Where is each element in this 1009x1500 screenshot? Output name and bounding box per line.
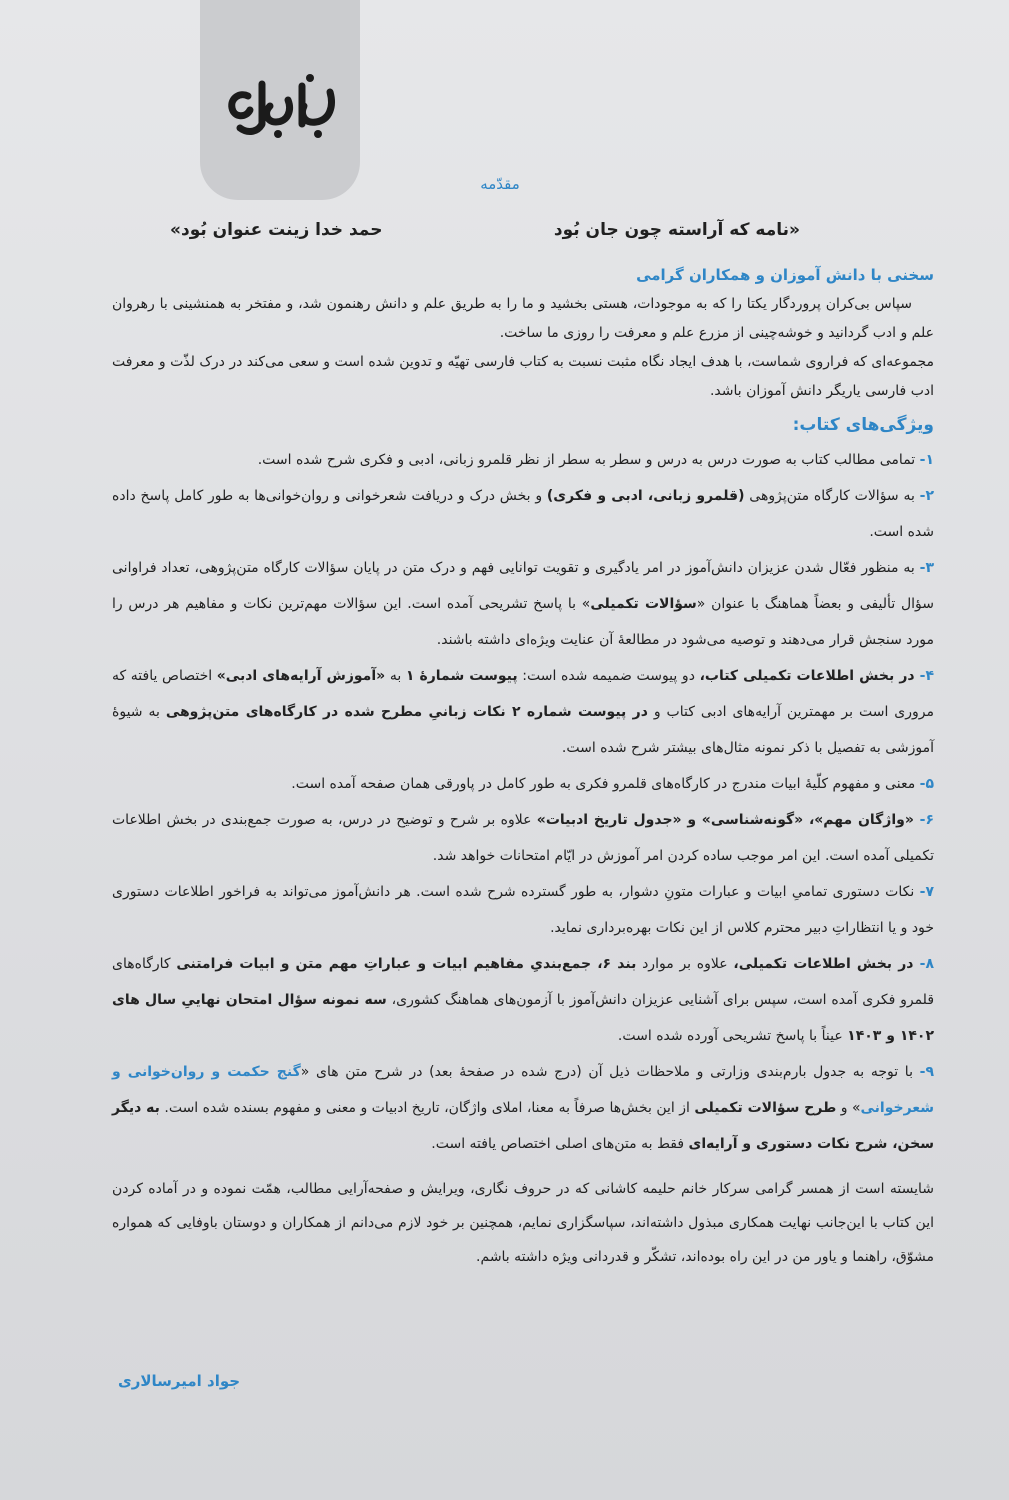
verse-hemistich-1: «نامه که آراسته چون جان بُود [553, 220, 800, 240]
item-text: معنی و مفهوم کلّیهٔ ابیات مندرج در کارگاه‌های قلمرو فکری به طور کامل در پاورقی همان صفحه آمده است. [291, 776, 920, 792]
features-title: ویژگی‌های کتاب: [792, 415, 934, 435]
feature-item-6 [112, 802, 934, 874]
author-signature: جواد امیرسالاری [118, 1372, 241, 1390]
item-bold: در بخش اطلاعات تکمیلی کتاب، [699, 668, 920, 684]
item-text: علاوه بر شرح و توضیح در درس، به صورت جمع‌بندی در بخش اطلاعات تکمیلی آمده است. این امر موجب ساده کردن امر آموزش در ایّام امتحانات خواهد شد. [112, 812, 934, 864]
item-highlight: گنج حکمت و روان‌خوانی و شعرخوانی [112, 1064, 934, 1116]
publisher-logo-tab [200, 0, 360, 200]
feature-item-9 [112, 1054, 934, 1162]
item-bold: پیوست شمارهٔ ۱ [405, 668, 518, 684]
opening-verse [170, 220, 800, 250]
main-content [112, 260, 934, 1274]
item-text: به [385, 668, 406, 684]
feature-item-2 [112, 478, 934, 550]
item-text: و بخش درک و دریافت شعرخوانی و روان‌خوانی‌ها به طور کامل پاسخ داده شده است. [112, 488, 934, 540]
item-bold: به دیگر سخن، شرح نکات دستوری و آرایه‌ای [112, 1100, 934, 1152]
item-bold: در پیوست شماره ۲ نکات زبانیِ مطرح شده در کارگاه‌های متن‌پژوهی [165, 704, 648, 720]
item-text: » و [836, 1100, 861, 1116]
item-bold: سه نمونه سؤال امتحان نهاییِ سال های ۱۴۰۲ و ۱۴۰۳ [112, 992, 934, 1044]
item-text: با توجه به جدول بارم‌بندی وزارتی و ملاحظات ذیل آن (درج شده در صفحهٔ بعد) در شرح متن های « [300, 1064, 920, 1080]
feature-item-8 [112, 946, 934, 1054]
greeting-paragraph-1: سپاس بی‌کران پروردگار یکتا را که به موجودات، هستی بخشید و ما را به طریق علم و دانش رهنمون شد، و مفتخر به همنشینی با رهروان علم و ادب گردانید و خوشه‌چینی از مزرع علم و معرفت را روزی ما ساخت. [112, 296, 934, 341]
item-number: ۳- [919, 560, 934, 576]
item-text: » با پاسخ تشریحی آمده است. این سؤالات مهم‌ترین نکات و مفاهیم هر درس را مورد سنجش قرار می‌دهند و توصیه می‌شود در مطالعهٔ آن عنایت ویژه‌ای داشته باشند. [112, 596, 934, 648]
spacer [112, 1162, 934, 1172]
item-number: ۹- [919, 1064, 934, 1080]
item-bold: در بخش اطلاعات تکمیلی، [733, 956, 920, 972]
acknowledgement-paragraph: شایسته است از همسر گرامی سرکار خانم حلیمه کاشانی که در حروف نگاری، ویرایش و صفحه‌آرایی مطالب، همّت نموده و در آماده کردن این کتاب با این‌جانب نهایت همکاری مبذول داشته‌اند، سپاسگزاری نمایم، همچنین بر خود لازم می‌دانم از همکاران و دوستان باوفایی که همواره مشوّق، راهنما و یاور من در این راه بوده‌اند، تشکّر و قدردانی ویژه داشته باشم. [112, 1181, 934, 1265]
item-text: نکات دستوری تمامیِ ابیات و عبارات متونِ دشوار، به طور گسترده شرح شده است. هر دانش‌آموز می‌تواند به فراخور اطلاعات دستوری خود و یا انتظاراتِ دبیر محترم کلاس از این نکات بهره‌برداری نماید. [112, 884, 934, 936]
item-text: تمامی مطالب کتاب به صورت درس به درس و سطر به سطر از نظر قلمرو زبانی، ادبی و فکری شرح شده است. [257, 452, 920, 468]
logo-text [200, 0, 201, 1]
item-text: دو پیوست ضمیمه شده است: [517, 668, 700, 684]
feature-item-7 [112, 874, 934, 946]
item-number: ۲- [919, 488, 934, 504]
item-text: به شیوهٔ آموزشی به تفصیل با ذکر نمونه مثال‌های بیشتر شرح شده است. [112, 704, 934, 756]
greeting-title: سخنی با دانش آموزان و همکاران گرامی [636, 266, 934, 284]
item-text: از این بخش‌ها صرفاً به معنا، املای واژگان، تاریخ ادبیات و معنی و مفهوم بسنده شده است. [159, 1100, 695, 1116]
item-number: ۵- [919, 776, 934, 792]
item-number: ۶- [919, 812, 934, 828]
feature-item-3 [112, 550, 934, 658]
item-number: ۱- [919, 452, 934, 468]
feature-item-1 [112, 442, 934, 478]
item-text: اختصاص یافته که مروری است بر مهمترین آرایه‌های ادبی کتاب و [112, 668, 934, 720]
item-text: علاوه بر موارد [636, 956, 734, 972]
item-number: ۸- [919, 956, 935, 972]
item-number: ۷- [919, 884, 934, 900]
intro-title: مقدّمه [480, 175, 520, 193]
item-text: فقط به متن‌های اصلی اختصاص یافته است. [431, 1136, 689, 1152]
item-bold: «واژگان مهم»، «گونه‌شناسی» و «جدول تاریخ ادبیات» [536, 812, 920, 828]
item-bold: بند ۶، جمع‌بندیِ مفاهیم ابیات و عباراتِ مهم متن و ابیات فرامتنی [176, 956, 637, 972]
item-bold: سؤالات تکمیلی [590, 596, 697, 612]
item-text: به منظور فعّال شدن عزیزان دانش‌آموز در امر یادگیری و تقویت توانایی فهم و درک متن در پایان سؤالات کارگاه متن‌پژوهی، تعداد فراوانی سؤال تألیفی و بعضاً هماهنگ با عنوان « [112, 560, 935, 612]
item-bold: «آموزش آرایه‌های ادبی» [216, 668, 386, 684]
item-text: به سؤالات کارگاه متن‌پژوهی [744, 488, 920, 504]
item-bold: (قلمرو زبانی، ادبی و فکری) [546, 488, 745, 504]
item-text: عیناً با پاسخ تشریحی آورده شده است. [617, 1028, 848, 1044]
verse-hemistich-2: حمد خدا زینت عنوان بُود» [170, 220, 383, 240]
item-bold: طرح سؤالات تکمیلی [694, 1100, 837, 1116]
greeting-paragraph-2: مجموعه‌ای که فراروی شماست، با هدف ایجاد نگاه مثبت نسبت به کتاب فارسی تهیّه و تدوین شده است و سعی می‌کند در درک لذّت و معرفت ادب فارسی یاریگر دانش آموزان باشد. [112, 354, 934, 399]
publisher-logo [218, 70, 342, 144]
item-text: کارگاه‌های قلمرو فکری آمده است، سپس برای آشنایی عزیزان دانش‌آموز با آزمون‌های هماهنگ کشوری، [112, 956, 935, 1008]
item-number: ۴- [919, 668, 934, 684]
feature-item-5 [112, 766, 934, 802]
feature-item-4 [112, 658, 934, 766]
